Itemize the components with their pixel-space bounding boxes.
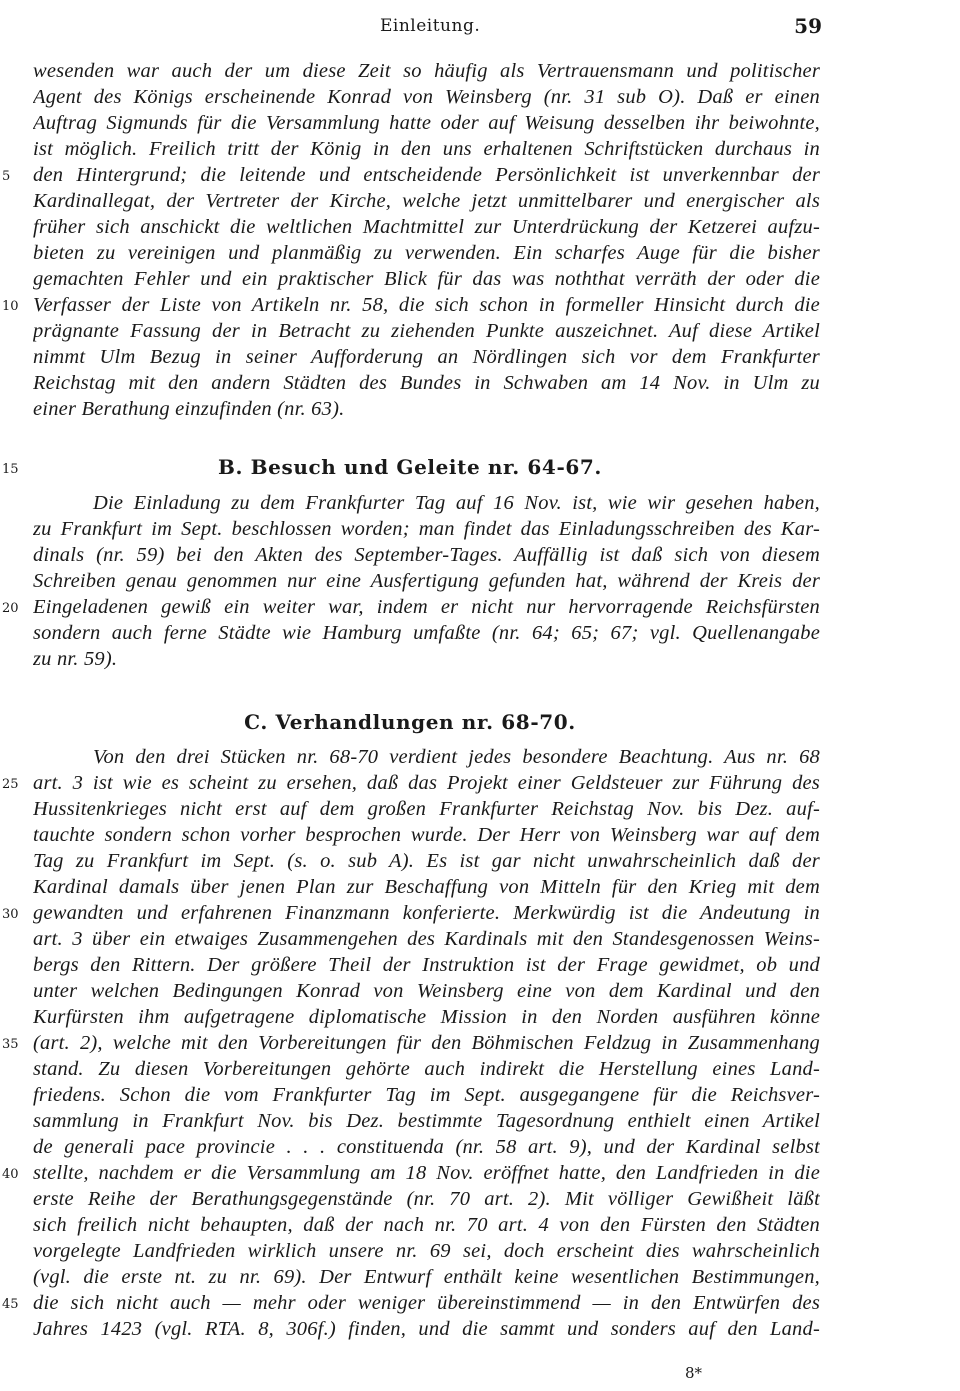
margin-line-number: 25 [2, 777, 19, 792]
text-line: unter welchen Bedingungen Konrad von Weinsberg eine von dem Kardinal und den [33, 980, 820, 1002]
text-line: prägnante Fassung der in Betracht zu ziehenden Punkte auszeichnet. Auf diese Artikel [33, 320, 820, 342]
text-line: (vgl. die erste nt. zu nr. 69). Der Entwurf enthält keine wesentlichen Bestimmungen, [33, 1266, 820, 1288]
text-line: wesenden war auch der um diese Zeit so häufig als Vertrauensmann und politischer [33, 60, 820, 82]
text-line: Kurfürsten ihm aufgetragene diplomatische Mission in den Norden ausführen könne [33, 1006, 820, 1028]
page-number: 59 [794, 14, 822, 38]
text-line: sich freilich nicht behaupten, daß der nach nr. 70 art. 4 von den Fürsten den Städten [33, 1214, 820, 1236]
text-line: Reichstag mit den andern Städten des Bundes in Schwaben am 14 Nov. in Ulm zu [33, 372, 820, 394]
text-line: den Hintergrund; die leitende und entscheidende Persönlichkeit ist unverkennbar der [33, 164, 820, 186]
margin-line-number: 10 [2, 299, 19, 314]
margin-line-number: 40 [2, 1167, 19, 1182]
text-line: vorgelegte Landfrieden wirklich unsere nr. 69 sei, doch erscheint dies wahrscheinlich [33, 1240, 820, 1262]
margin-line-number: 30 [2, 907, 19, 922]
text-line: Kardinallegat, der Vertreter der Kirche, welche jetzt unmittelbarer und energischer als [33, 190, 820, 212]
text-line: Agent des Königs erscheinende Konrad von Weinsberg (nr. 31 sub O). Daß er einen [33, 86, 820, 108]
signature-mark: 8* [685, 1364, 703, 1382]
text-line: erste Reihe der Berathungsgegenstände (nr. 70 art. 2). Mit völliger Gewißheit läßt [33, 1188, 820, 1210]
text-line: früher sich anschickt die weltlichen Machtmittel zur Unterdrückung der Ketzerei aufzu- [33, 216, 820, 238]
running-head [0, 10, 960, 40]
margin-line-number: 15 [2, 462, 19, 477]
text-line: einer Berathung einzufinden (nr. 63). [33, 398, 345, 420]
margin-line-number: 45 [2, 1297, 19, 1312]
text-line: zu Frankfurt im Sept. beschlossen worden; man findet das Einladungsschreiben des Kar- [33, 518, 820, 540]
text-line: die sich nicht auch — mehr oder weniger übereinstimmend — in den Entwürfen des [33, 1292, 820, 1314]
text-line: Tag zu Frankfurt im Sept. (s. o. sub A). Es ist gar nicht unwahrscheinlich daß der [33, 850, 820, 872]
text-line: sondern auch ferne Städte wie Hamburg umfaßte (nr. 64; 65; 67; vgl. Quellenangabe [33, 622, 820, 644]
text-line: Kardinal damals über jenen Plan zur Beschaffung von Mitteln für den Krieg mit dem [33, 876, 820, 898]
section-heading-c: C. Verhandlungen nr. 68-70. [244, 710, 576, 734]
text-line: bergs den Rittern. Der größere Theil der Instruktion ist der Frage gewidmet, ob und [33, 954, 820, 976]
text-line: Die Einladung zu dem Frankfurter Tag auf 16 Nov. ist, wie wir gesehen haben, [93, 492, 820, 514]
text-line: nimmt Ulm Bezug in seiner Aufforderung an Nördlingen sich vor dem Frankfurter [33, 346, 820, 368]
text-line: Verfasser der Liste von Artikeln nr. 58, die sich schon in formeller Hinsicht durch die [33, 294, 820, 316]
running-head-title: Einleitung. [380, 16, 481, 36]
section-heading-b: B. Besuch und Geleite nr. 64-67. [218, 455, 602, 479]
text-line: dinals (nr. 59) bei den Akten des September-Tages. Auffällig ist daß sich von diesem [33, 544, 820, 566]
text-line: (art. 2), welche mit den Vorbereitungen für den Böhmischen Feldzug in Zusammenhang [33, 1032, 820, 1054]
text-line: bieten zu vereinigen und planmäßig zu verwenden. Ein scharfes Auge für die bisher [33, 242, 820, 264]
text-line: Auftrag Sigmunds für die Versammlung hatte oder auf Weisung desselben ihr beiwohnte, [33, 112, 820, 134]
text-line: tauchte sondern schon vorher besprochen wurde. Der Herr von Weinsberg war auf dem [33, 824, 820, 846]
text-line: Schreiben genau genommen nur eine Ausfertigung gefunden hat, während der Kreis der [33, 570, 820, 592]
text-line: art. 3 ist wie es scheint zu ersehen, daß das Projekt einer Geldsteuer zur Führung des [33, 772, 820, 794]
text-line: Jahres 1423 (vgl. RTA. 8, 306f.) finden, und die sammt und sonders auf den Land- [33, 1318, 820, 1340]
text-line: stand. Zu diesen Vorbereitungen gehörte auch indirekt die Herstellung eines Land- [33, 1058, 820, 1080]
text-line: sammlung in Frankfurt Nov. bis Dez. bestimmte Tagesordnung enthielt einen Artikel [33, 1110, 820, 1132]
text-line: gemachten Fehler und ein praktischer Blick für das was noththat verräth der oder die [33, 268, 820, 290]
margin-line-number: 5 [2, 169, 11, 184]
text-line: art. 3 über ein etwaiges Zusammengehen des Kardinals mit den Standesgenossen Weins- [33, 928, 820, 950]
text-line: Hussitenkrieges nicht erst auf dem großen Frankfurter Reichstag Nov. bis Dez. auf- [33, 798, 820, 820]
text-line: zu nr. 59). [33, 648, 118, 670]
text-line: Eingeladenen gewiß ein weiter war, indem er nicht nur hervorragende Reichsfürsten [33, 596, 820, 618]
text-line: stellte, nachdem er die Versammlung am 18 Nov. eröffnet hatte, den Landfrieden in die [33, 1162, 820, 1184]
text-line: ist möglich. Freilich tritt der König in den uns erhaltenen Schriftstücken durchaus in [33, 138, 820, 160]
text-line: de generali pace provincie . . . constituenda (nr. 58 art. 9), und der Kardinal selbst [33, 1136, 820, 1158]
text-line: gewandten und erfahrenen Finanzmann konferierte. Merkwürdig ist die Andeutung in [33, 902, 820, 924]
text-line: Von den drei Stücken nr. 68-70 verdient jedes besondere Beachtung. Aus nr. 68 [93, 746, 820, 768]
margin-line-number: 20 [2, 601, 19, 616]
text-line: friedens. Schon die vom Frankfurter Tag im Sept. ausgegangene für die Reichsver- [33, 1084, 820, 1106]
margin-line-number: 35 [2, 1037, 19, 1052]
